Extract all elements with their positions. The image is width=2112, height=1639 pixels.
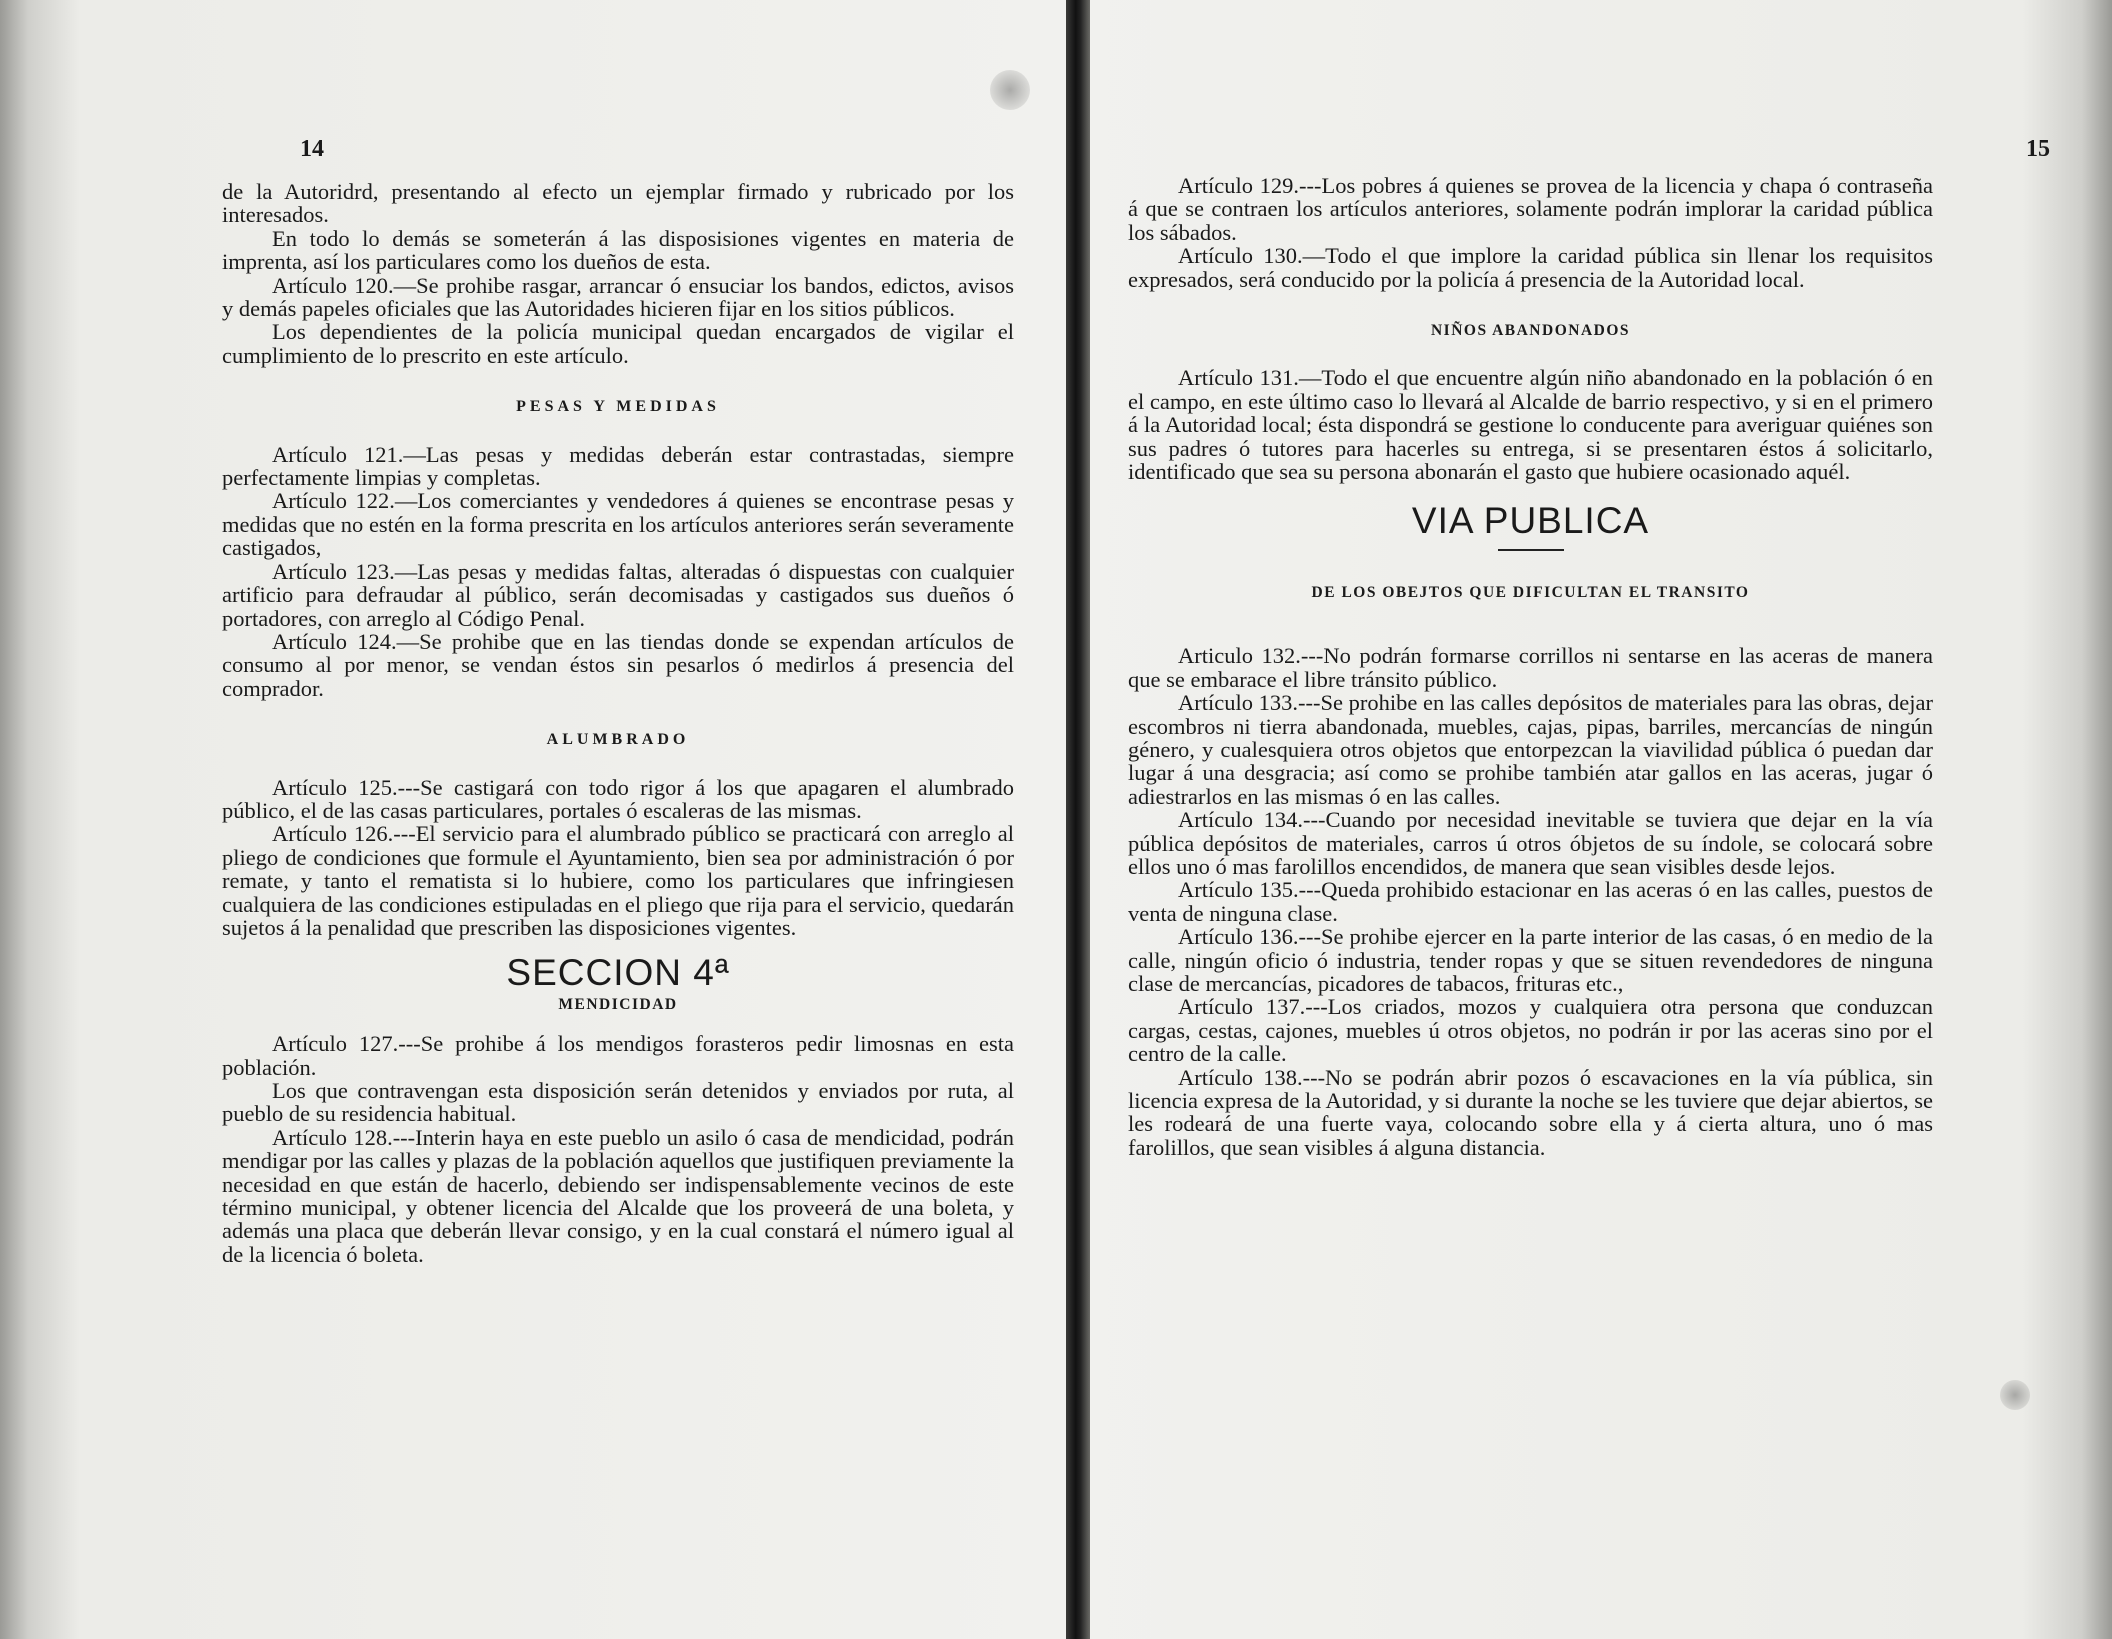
- article-124: Artículo 124.—Se prohibe que en las tiendas donde se expendan artículos de consumo al por menor, se vendan éstos sin pesarlos ó medirlos á presencia del comprador.: [222, 628, 1014, 701]
- article-126: Artículo 126.---El servicio para el alumbrado público se practicará con arreglo al pliego de condiciones que formule el Ayuntamiento, bien sea por administración ó por remate, y tanto el rematista si lo hubiere, como los particulares que infringiesen cualquiera de las condiciones estipuladas en el pliego que rija para el servicio, quedarán sujetos á la penalidad que prescriben las disposiciones vigentes.: [222, 821, 1014, 940]
- article-122: Artículo 122.—Los comerciantes y vendedores á quienes se encontrase pesas y medidas que no estén en la forma prescrita en los artículos anteriores serán severamente castigados,: [222, 488, 1014, 561]
- page-number: 15: [2026, 136, 2050, 162]
- heading-pesas-y-medidas: PESAS Y MEDIDAS: [516, 398, 720, 416]
- article-129: Artículo 129.---Los pobres á quienes se provea de la licencia y chapa ó contraseña á que se contraen los artículos anteriores, solamente podrán implorar la caridad pública los sábados.: [1128, 173, 1933, 245]
- heading-ninos-abandonados: NIÑOS ABANDONADOS: [1430, 322, 1631, 340]
- article-120: Artículo 120.—Se prohibe rasgar, arrancar ó ensuciar los bandos, edictos, avisos y demás papeles oficiales que las Autoridades hicieren fijar en los sitios públicos.: [222, 272, 1014, 322]
- article-130: Artículo 130.—Todo el que implore la caridad pública sin llenar los requisitos expresados, será conducido por la policía á presencia de la Autoridad local.: [1128, 243, 1933, 292]
- article-135: Artículo 135.---Queda prohibido estacionar en las aceras ó en las calles, puestos de venta de ninguna clase.: [1128, 877, 1933, 926]
- page-number: 14: [300, 136, 324, 162]
- article-133: Artículo 133.---Se prohibe en las calles depósitos de materiales para las obras, dejar escombros ni tierra abandonada, muebles, cajas, pipas, barriles, mercancías de ningún género, y cualesquiera otros objetos que entorpezcan la viavilidad pública ó puedan dar lugar á una desgracia; así como se prohibe también atar gallos en las aceras, jugar ó adiestrarlos en las mismas ó en las calles.: [1128, 690, 1933, 809]
- paragraph: Los que contravengan esta disposición serán detenidos y enviados por ruta, al pueblo de su residencia habitual.: [222, 1078, 1014, 1127]
- left-page-text: [222, 180, 1014, 1266]
- article-132: Articulo 132.---No podrán formarse corrillos ni sentarse en las aceras de manera que se embarace el libre tránsito público.: [1128, 643, 1933, 692]
- article-123: Artículo 123.—Las pesas y medidas faltas, alteradas ó dispuestas con cualquier artificio para defraudar al público, serán decomisadas y castigados sus dueños ó portadores, con arreglo al Código Penal.: [222, 558, 1014, 631]
- heading-mendicidad: MENDICIDAD: [558, 995, 678, 1013]
- article-125: Artículo 125.---Se castigará con todo rigor á los que apagaren el alumbrado público, el de las casas particulares, portales ó escaleras de las mismas.: [222, 774, 1014, 823]
- paragraph: de la Autoridrd, presentando al efecto un ejemplar firmado y rubricado por los interesados.: [222, 179, 1014, 228]
- section-title: VIA PUBLICA: [1411, 500, 1650, 542]
- right-page-text: [1128, 174, 1933, 1159]
- article-138: Artículo 138.---No se podrán abrir pozos ó escavaciones en la vía pública, sin licencia expresa de la Autoridad, y si durante la noche se les tuviere que dejar abiertos, se les rodeará de una fuerte vaya, colocando sobre ella y á cierta altura, uno ó mas farolillos, que sean visibles á alguna distancia.: [1128, 1064, 1933, 1160]
- section-title: SECCION 4ª: [506, 952, 730, 994]
- article-128: Artículo 128.---Interin haya en este pueblo un asilo ó casa de mendicidad, podrán mendigar por las calles y plazas de la población aquellos que justifiquen previamente la necesidad en que están de hacerlo, debiendo ser indispensablemente vecinos de este término municipal, y obtener licencia del Alcalde que los proveerá de una boleta, y además una placa que deberán llevar consigo, y en la cual constará el número igual al de la licencia ó boleta.: [222, 1124, 1014, 1267]
- ink-mark: [2000, 1380, 2030, 1410]
- heading-alumbrado: ALUMBRADO: [546, 731, 690, 749]
- heading-transito: DE LOS OBEJTOS QUE DIFICULTAN EL TRANSITO: [1311, 583, 1750, 601]
- book-gutter: [1066, 0, 1090, 1639]
- article-127: Artículo 127.---Se prohibe á los mendigos forasteros pedir limosnas en esta población.: [222, 1031, 1014, 1080]
- article-136: Artículo 136.---Se prohibe ejercer en la parte interior de las casas, ó en medio de la calle, ningún oficio ó industria, tender ropas y que se situen revendedores de ninguna clase de mercancías, picadores de tabacos, frituras etc.,: [1128, 924, 1933, 996]
- article-134: Artículo 134.---Cuando por necesidad inevitable se tuviera que dejar en la vía pública depósitos de materiales, carros ú otros óbjetos de su índole, se colocará sobre ellos uno ó mas farolillos encendidos, de manera que sean visibles desde lejos.: [1128, 807, 1933, 879]
- ink-mark: [990, 70, 1030, 110]
- divider: [1498, 549, 1564, 551]
- paragraph: En todo lo demás se someterán á las disposisiones vigentes en materia de imprenta, así los particulares como los dueños de esta.: [222, 225, 1014, 275]
- article-131: Artículo 131.—Todo el que encuentre algún niño abandonado en la población ó en el campo, en este último caso lo llevará al Alcalde de barrio respectivo, y si en el primero á la Autoridad local; ésta dispondrá se gestione lo conducente para averiguar quiénes son sus padres ó tutores para hacerles su entrega, si se presentaren éstos á solicitarlo, identificado que sea su persona abonarán el gasto que hubiere ocasionado aquél.: [1128, 365, 1933, 485]
- article-137: Artículo 137.---Los criados, mozos y cualquiera otra persona que conduzcan cargas, cestas, cajones, muebles ú otros objetos, no podrán ir por las aceras sino por el centro de la calle.: [1128, 994, 1933, 1067]
- right-page: [1090, 0, 2112, 1639]
- article-121: Artículo 121.—Las pesas y medidas deberán estar contrastadas, siempre perfectamente limpias y completas.: [222, 441, 1014, 491]
- paragraph: Los dependientes de la policía municipal quedan encargados de vigilar el cumplimiento de lo prescrito en este artículo.: [222, 319, 1014, 368]
